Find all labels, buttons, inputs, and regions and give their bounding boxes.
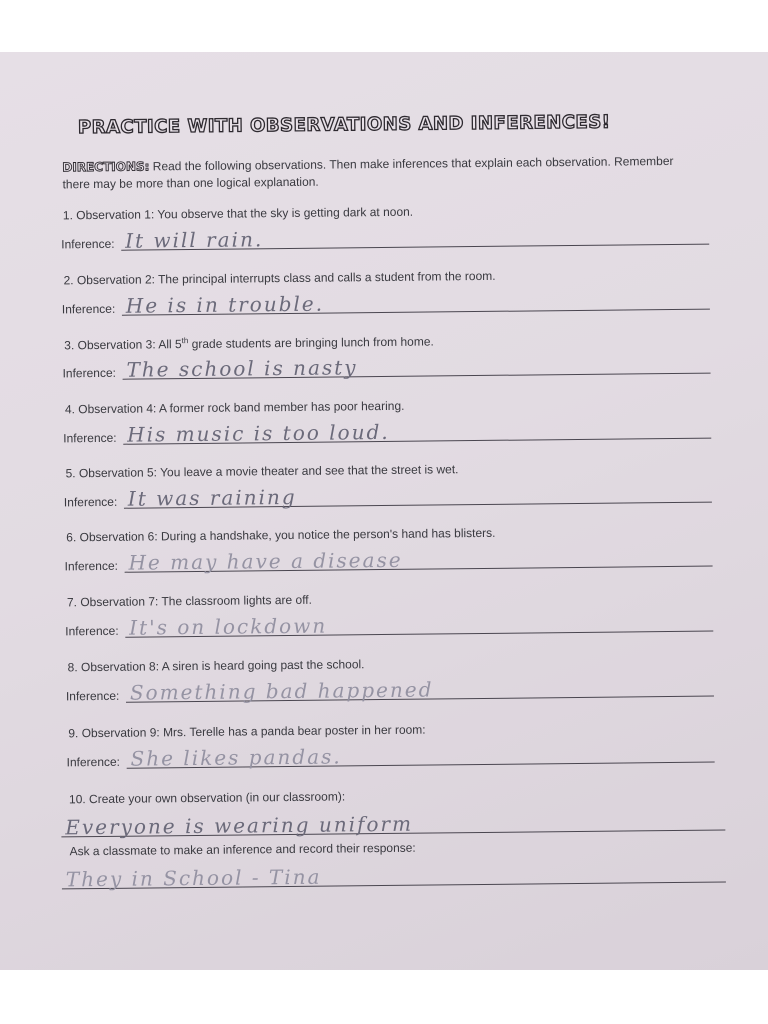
observation-6: 6. Observation 6: During a handshake, you notice the person's hand has blisters.	[66, 525, 496, 545]
handwritten-answer-3: The school is nasty	[126, 355, 358, 382]
directions-text: Read the following observations. Then make inferences that explain each observation. Remember there may be more than one logical explanation.	[62, 153, 674, 192]
observation-5: 5. Observation 5: You leave a movie theater and see that the street is wet.	[65, 462, 459, 481]
observation-1: 1. Observation 1: You observe that the sky is getting dark at noon.	[62, 204, 414, 223]
handwritten-classmate-response: They in School - Tina	[65, 864, 322, 892]
inference-label: Inference:	[61, 301, 116, 317]
directions-block	[62, 153, 682, 193]
observation-2: 2. Observation 2: The principal interrupts class and calls a student from the room.	[63, 268, 496, 288]
classmate-response-row[interactable]	[62, 858, 726, 891]
inference-row-8[interactable]	[66, 677, 714, 706]
inference-row-1[interactable]	[61, 225, 709, 254]
inference-label: Inference:	[63, 430, 117, 446]
inference-row-3[interactable]	[62, 354, 710, 383]
handwritten-answer-4: His music is too loud.	[127, 419, 390, 447]
handwritten-answer-9: She likes pandas.	[130, 744, 342, 771]
superscript-th: th	[181, 336, 189, 346]
observation-7: 7. Observation 7: The classroom lights are off.	[66, 592, 313, 610]
worksheet-title: PRACTICE WITH OBSERVATIONS AND INFERENCES!	[77, 111, 611, 139]
handwritten-answer-8: Something bad happened	[129, 677, 434, 705]
inference-row-7[interactable]	[65, 612, 713, 641]
directions-label: DIRECTIONS:	[62, 159, 150, 175]
observation-9: 9. Observation 9: Mrs. Terelle has a panda bear poster in her room:	[68, 722, 426, 741]
inference-row-6[interactable]	[64, 547, 712, 576]
inference-label: Inference:	[62, 365, 116, 381]
handwritten-answer-2: He is in trouble.	[125, 291, 325, 318]
item-10-prompt: 10. Create your own observation (in our classroom):	[68, 789, 346, 807]
inference-row-4[interactable]	[63, 419, 711, 448]
inference-row-9[interactable]	[66, 743, 714, 772]
handwritten-answer-6: He may have a disease	[128, 547, 403, 575]
inference-label: Inference:	[65, 688, 120, 704]
classmate-prompt: Ask a classmate to make an inference and record their response:	[69, 840, 416, 859]
handwritten-answer-5: It was raining	[127, 484, 297, 511]
inference-label: Inference:	[65, 623, 119, 639]
handwritten-own-observation: Everyone is wearing uniform	[65, 811, 414, 840]
inference-row-2[interactable]	[62, 290, 710, 319]
worksheet-page	[0, 48, 768, 974]
inference-label: Inference:	[66, 754, 121, 770]
observation-3	[64, 331, 684, 352]
observation-4: 4. Observation 4: A former rock band member has poor hearing.	[64, 398, 405, 417]
observation-3-text-b: grade students are bringing lunch from home.	[188, 334, 434, 352]
inference-label: Inference:	[63, 494, 118, 510]
handwritten-answer-7: It's on lockdown	[129, 613, 328, 640]
inference-label: Inference:	[61, 236, 115, 252]
inference-row-5[interactable]	[64, 483, 712, 512]
observation-8: 8. Observation 8: A siren is heard going past the school.	[67, 657, 365, 675]
handwritten-answer-1: It will rain.	[125, 227, 264, 253]
observation-3-text-a: 3. Observation 3: All 5	[64, 337, 182, 353]
inference-label: Inference:	[64, 558, 119, 574]
own-observation-row[interactable]	[61, 806, 725, 839]
